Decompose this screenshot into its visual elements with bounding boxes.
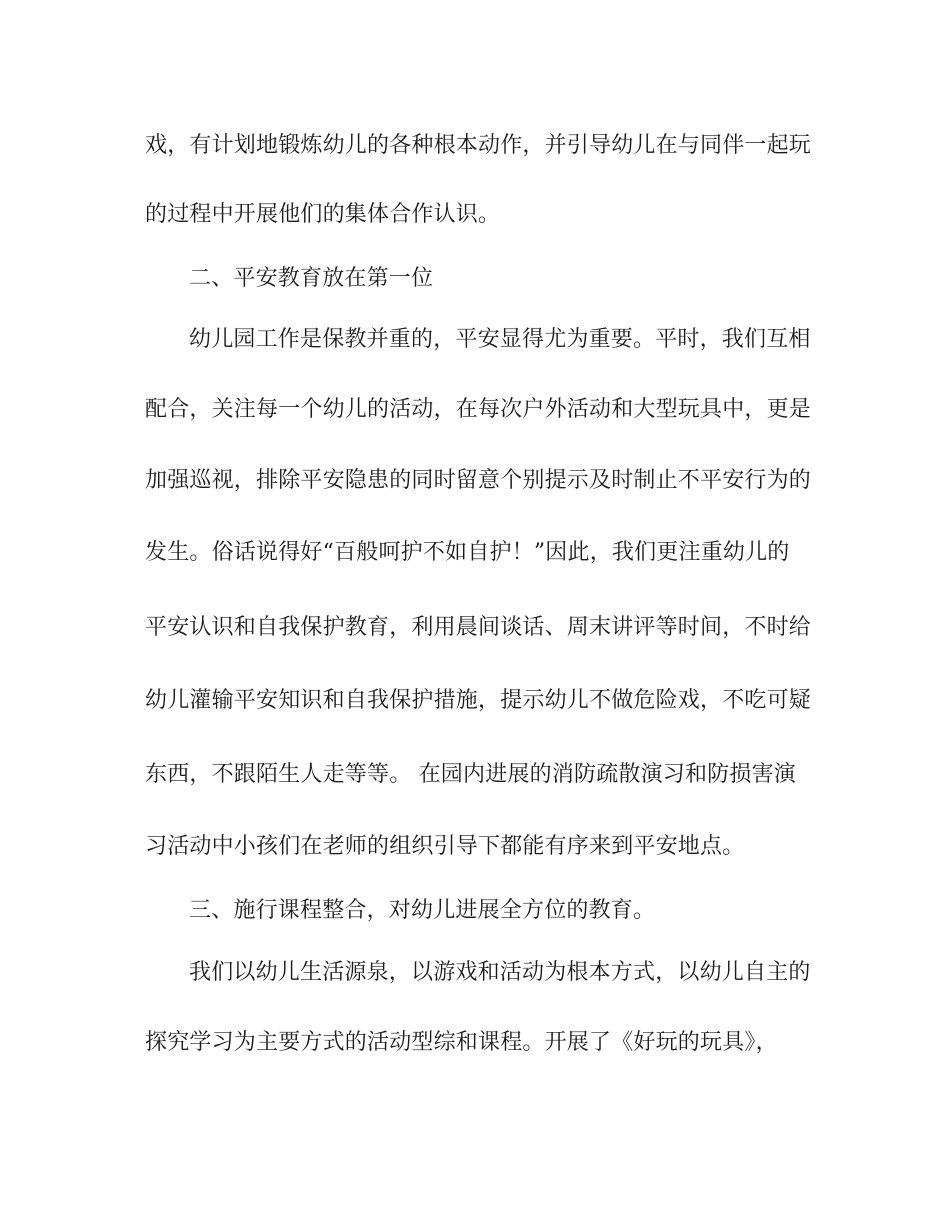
paragraph-line: 加强巡视，排除平安隐患的同时留意个别提示及时制止不平安行为的 <box>145 468 812 493</box>
paragraph-line: 戏，有计划地锻炼幼儿的各种根本动作，并引导幼儿在与同伴一起玩 <box>145 133 812 158</box>
paragraph-line: 习活动中小孩们在老师的组织引导下都能有序来到平安地点。 <box>145 834 745 859</box>
paragraph-line: 平安认识和自我保护教育，利用晨间谈话、周末讲评等时间，不时给 <box>145 615 812 640</box>
paragraph-line: 东西，不跟陌生人走等等。 在园内进展的消防疏散演习和防损害演 <box>145 762 796 787</box>
paragraph-line: 我们以幼儿生活源泉，以游戏和活动为根本方式，以幼儿自主的 <box>189 960 811 985</box>
paragraph-line: 幼儿园工作是保教并重的，平安显得尤为重要。平时，我们互相 <box>189 327 811 352</box>
section-heading: 二、平安教育放在第一位 <box>189 266 434 291</box>
paragraph-line: 探究学习为主要方式的活动型综和课程。开展了《好玩的玩具》， <box>145 1030 778 1055</box>
paragraph-line: 的过程中开展他们的集体合作认识。 <box>145 202 501 227</box>
paragraph-line: 配合，关注每一个幼儿的活动，在每次户外活动和大型玩具中，更是 <box>145 397 812 422</box>
section-heading: 三、施行课程整合，对幼儿进展全方位的教育。 <box>189 898 656 923</box>
paragraph-line: 幼儿灌输平安知识和自我保护措施，提示幼儿不做危险戏，不吃可疑 <box>145 688 812 713</box>
paragraph-line: 发生。俗话说得好“百般呵护不如自护！”因此，我们更注重幼儿的 <box>145 540 790 565</box>
